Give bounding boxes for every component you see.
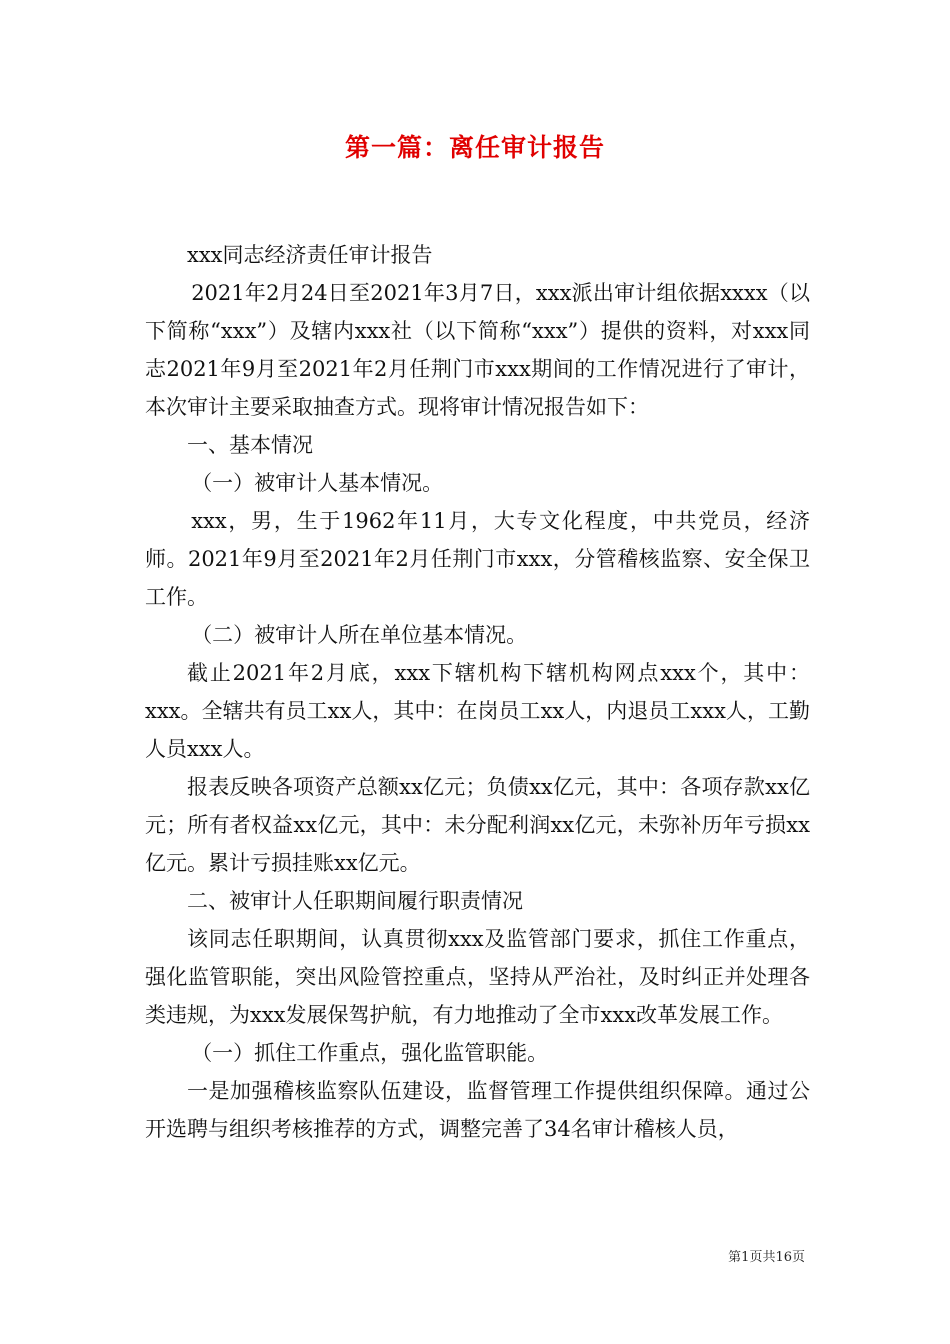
subsection-heading-focus: （一）抓住工作重点，强化监管职能。 bbox=[191, 1041, 549, 1065]
report-subtitle: xxx同志经济责任审计报告 bbox=[187, 243, 433, 267]
person-info-paragraph: xxx，男，生于1962年11月，大专文化程度，中共党员，经济师。2021年9月至2021年2月任荆门市xxx，分管稽核监察、安全保卫工作。 bbox=[145, 509, 810, 609]
subsection-heading-person: （一）被审计人基本情况。 bbox=[191, 471, 444, 495]
unit-info-paragraph: 截止2021年2月底，xxx下辖机构下辖机构网点xxx个，其中：xxx。全辖共有员工xx人，其中：在岗员工xx人，内退员工xxx人，工勤人员xxx人。 bbox=[145, 661, 810, 761]
document-title: 第一篇：离任审计报告 bbox=[344, 133, 605, 162]
team-building-paragraph: 一是加强稽核监察队伍建设，监督管理工作提供组织保障。通过公开选聘与组织考核推荐的方式，调整完善了34名审计稽核人员， bbox=[145, 1079, 810, 1141]
subsection-heading-unit: （二）被审计人所在单位基本情况。 bbox=[191, 623, 528, 647]
document-body bbox=[145, 236, 810, 1148]
section-heading-duties: 二、被审计人任职期间履行职责情况 bbox=[187, 889, 523, 913]
section-heading-basic-info: 一、基本情况 bbox=[187, 433, 313, 457]
intro-paragraph: 2021年2月24日至2021年3月7日，xxx派出审计组依据xxxx（以下简称“xxx”）及辖内xxx社（以下简称“xxx”）提供的资料，对xxx同志2021年9月至2021年2月任荆门市xxx期间的工作情况进行了审计，本次审计主要采取抽查方式。现将审计情况报告如下： bbox=[145, 281, 810, 419]
financial-info-paragraph: 报表反映各项资产总额xx亿元；负债xx亿元，其中：各项存款xx亿元；所有者权益xx亿元，其中：未分配利润xx亿元，未弥补历年亏损xx亿元。累计亏损挂账xx亿元。 bbox=[145, 775, 810, 875]
duties-summary-paragraph: 该同志任职期间，认真贯彻xxx及监管部门要求，抓住工作重点，强化监管职能，突出风险管控重点，坚持从严治社，及时纠正并处理各类违规，为xxx发展保驾护航，有力地推动了全市xxx改革发展工作。 bbox=[145, 927, 810, 1027]
page-number-footer: 第1页共16页 bbox=[728, 1250, 805, 1265]
